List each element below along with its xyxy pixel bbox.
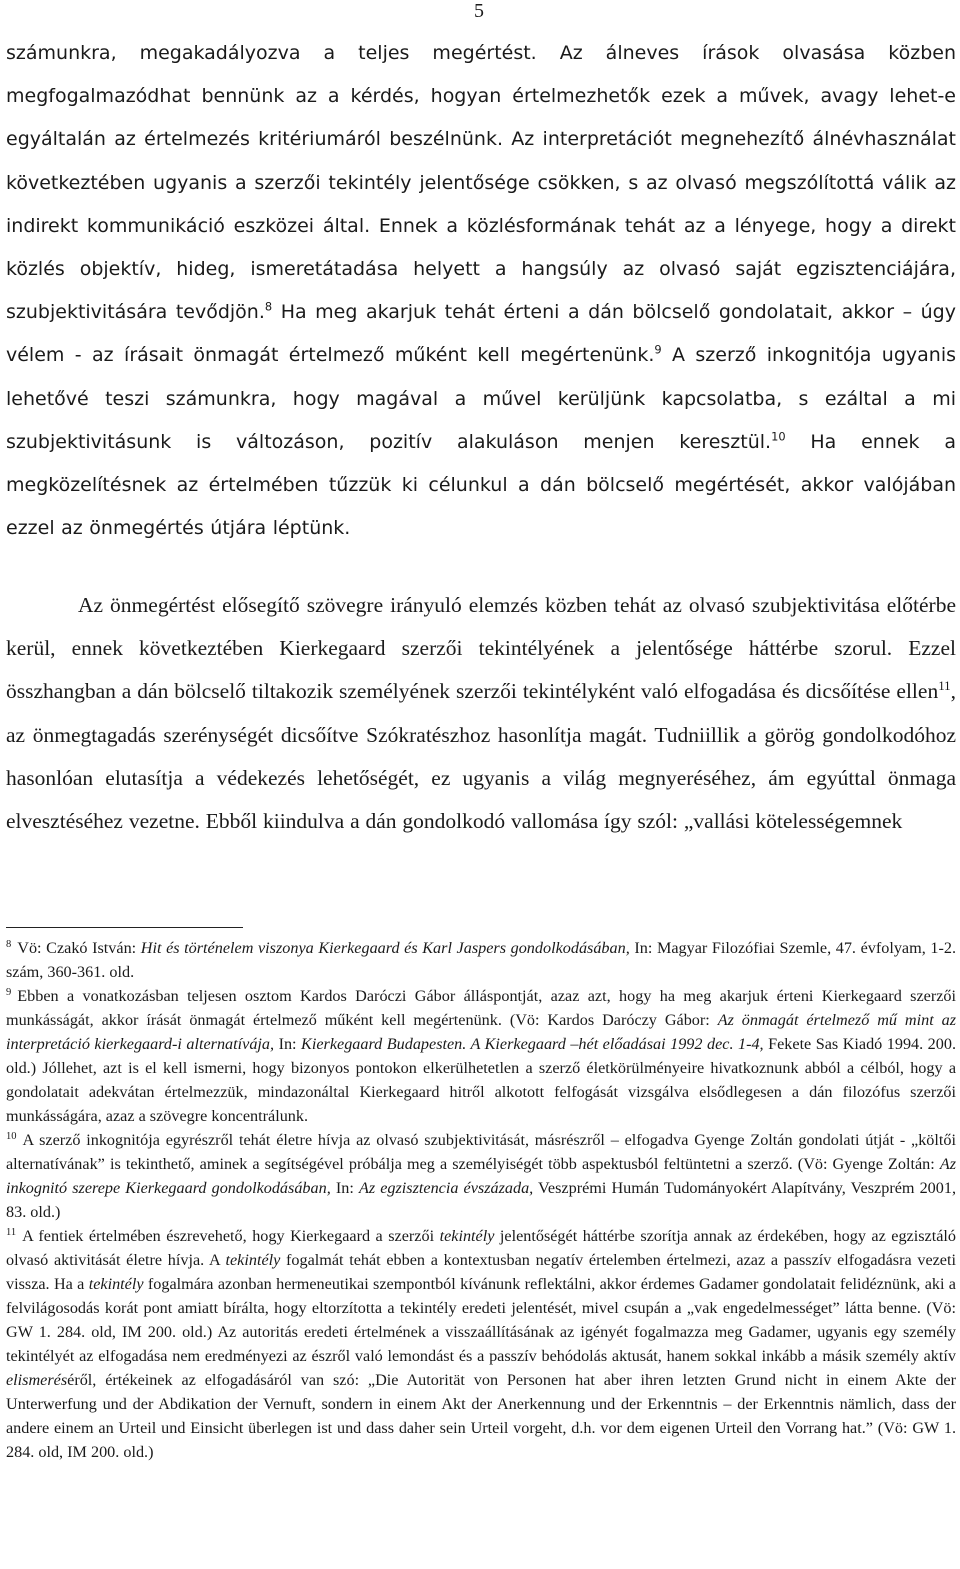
footnote-number: 11 — [6, 1226, 17, 1238]
footnote-title: Hit és történelem viszonya Kierkegaard és Karl Jaspers gondolkodásában, — [140, 939, 630, 957]
footnote-title: Az önmagát értelmező mű mint az interpretáció kierkegaard-i alternatívája, — [6, 1011, 956, 1053]
page-number: 5 — [474, 0, 484, 22]
footnote-text: In: Magyar Filozófiai Szemle, 47. évfolyam, 1-2. szám, 360-361. old. — [6, 939, 956, 981]
footnote-8 — [6, 936, 956, 984]
footnotes — [6, 936, 956, 1464]
paragraph-1 — [6, 32, 956, 550]
footnote-text: Veszprémi Humán Tudományokért Alapítvány, Veszprém 2001, 83. old.) — [6, 1179, 956, 1221]
footnote-separator — [6, 927, 243, 928]
footnote-ref-9[interactable]: 9 — [654, 343, 662, 358]
footnote-text: fogalmára azonban hermeneutikai szempontból kívánunk reflektálni, akkor érdemes Gadamer gondolatait felidéznünk, aki a felvilágosodás korát pont amiatt bírálta, hogy eltorzította a tekintély eredeti jelentését, mivel csupán a „vak engedelmességet” látta benne. (Vö: GW 1. 284. old, IM 200. old.) Az autoritás eredeti értelmének a visszaállításának az igényét fogalmazza meg Gadamer, ugyanis egy személy tekintélyét az elfogadása nem eredményezi az észről való lemondást és a passzív behódolás aktusát, hanem sokkal inkább a másik személy aktív — [6, 1275, 956, 1365]
footnote-text: In: — [330, 1179, 359, 1197]
footnote-ref-11[interactable]: 11 — [938, 679, 951, 694]
footnote-emphasis: elismerés — [6, 1371, 68, 1389]
footnote-text: fogalmát tehát ebben a kontextusban negatív értelemben értelmezi, azaz a passzív elfogadásra vezeti vissza. Ha a — [6, 1251, 956, 1293]
paragraph-text: A szerző inkognitója ugyanis lehetővé teszi számunkra, hogy magával a művel kerüljünk kapcsolatba, s ezáltal a mi szubjektivitásunk is változáson, pozitív alakuláson menjen keresztül. — [6, 344, 956, 453]
footnote-9 — [6, 984, 956, 1128]
footnote-title: Az inkognitó szerepe Kierkegaard gondolkodásában, — [6, 1155, 956, 1197]
footnote-number: 9 — [6, 986, 12, 998]
footnote-text: jelentőségét háttérbe szorítja annak az érdekében, hogy az egzisztáló olvasó aktivitását életre hívja. A — [6, 1227, 956, 1269]
footnote-number: 8 — [6, 938, 12, 950]
footnote-text: Ebben a vonatkozásban teljesen osztom Kardos Daróczi Gábor álláspontját, azaz azt, hogy ha meg akarjuk érteni Kierkegaard szerzői munkásságát, akkor írását önmagát értelmező műként kell megértenünk. (Vö: Kardos Daróczy Gábor: — [6, 987, 956, 1029]
footnote-emphasis: tekintély — [225, 1251, 281, 1269]
paragraph-text: Ha ennek a megközelítésnek az értelmében tűzzük ki célunkul a dán bölcselő megértését, akkor valójában ezzel az önmegértés útjára léptünk. — [6, 430, 956, 540]
footnote-text: éről, értékeinek az elfogadásáról van szó: „Die Autorität von Personen hat aber ihren letzten Grund nicht in einem Akte der Unterwerfung und der Abdikation der Vernuft, sondern in einem Akt der Anerkennung und der Erkenntnis – der Erkenntnis nämlich, dass der andere einem an Urteil und Einsicht überlegen ist und dass daher sein Urteil vorgeht, d.h. vor dem eigenen Urteil den Vorrang hat.” (Vö: GW 1. 284. old, IM 200. old.) — [6, 1371, 956, 1461]
paragraph-text: , az önmegtagadás szerénységét dicsőítve Szókratészhoz hasonlítja magát. Tudniillik a görög gondolkodóhoz hasonlóan elutasítja a védekezés lehetőségét, ez ugyanis a világ megnyeréséhez, ám egyúttal önmaga elvesztéséhez vezetne. Ebből kiindulva a dán gondolkodó vallomása így szól: „vallási kötelességemnek — [6, 679, 956, 834]
footnote-ref-10[interactable]: 10 — [771, 429, 786, 444]
footnote-emphasis: tekintély — [439, 1227, 495, 1245]
footnote-text: In: — [274, 1035, 302, 1053]
footnote-11 — [6, 1224, 956, 1464]
paragraph-text: Ha meg akarjuk tehát érteni a dán bölcselő gondolatait, akkor – úgy vélem - az írásait önmagát értelmező műként kell megértenünk. — [6, 301, 956, 367]
paragraph-2 — [6, 584, 956, 843]
footnote-ref-8[interactable]: 8 — [264, 299, 273, 314]
paragraph-text: Az önmegértést elősegítő szövegre irányuló elemzés közben tehát az olvasó szubjektivitása előtérbe kerül, ennek következtében Kierkegaard szerzői tekintélyének a jelentősége háttérbe szorul. Ezzel összhangban a dán bölcselő tiltakozik személyének szerzői tekintélyként való elfogadása és dicsőítése ellen — [6, 593, 956, 704]
footnote-emphasis: tekintély — [88, 1275, 144, 1293]
paragraph-text: számunkra, megakadályozva a teljes megértést. Az álneves írások olvasása közben megfogalmazódhat bennünk az a kérdés, hogyan értelmezhetők ezek a művek, avagy lehet-e egyáltalán az értelmezés kritériumáról beszélnünk. Az interpretációt megnehezítő álnévhasználat következtében ugyanis a szerzői tekintély jelentősége csökken, s az olvasó megszólítottá válik az indirekt kommunikáció eszközei által. Ennek a közlésformának tehát az a lényege, hogy a direkt közlés objektív, hideg, ismeretátadása helyett a hangsúly az olvasó saját egzisztenciájára, szubjektivitására tevődjön. — [6, 42, 956, 324]
footnote-number: 10 — [6, 1130, 17, 1142]
footnote-title: Kierkegaard Budapesten. A Kierkegaard –hét előadásai 1992 dec. 1-4, — [301, 1035, 764, 1053]
footnote-text: A fentiek értelmében észrevehető, hogy Kierkegaard a szerzői — [22, 1227, 440, 1245]
footnote-title: Az egzisztencia évszázada, — [358, 1179, 534, 1197]
footnote-text: Vö: Czakó István: — [17, 939, 141, 957]
footnote-text: Fekete Sas Kiadó 1994. 200. old.) Jóllehet, azt is el kell ismerni, hogy bizonyos pontokon elkerülhetetlen a szerző életkörülményeire hivatkoznunk abból a célból, hogy a gondolatait adekvátan értelmezzük, mindazonáltal Kierkegaard hitről alkotott felfogását vizsgálva elsődlegesen a dán filozófus szerzői munkásságára, azaz a szövegre koncentrálunk. — [6, 1035, 956, 1125]
footnote-text: A szerző inkognitója egyrészről tehát életre hívja az olvasó szubjektivitását, másrészről – elfogadva Gyenge Zoltán gondolati útját - „költői alternatívának” is tekinthető, aminek a segítségével próbálja meg a személyiségét több aspektusból feltüntetni a szerző. (Vö: Gyenge Zoltán: — [6, 1131, 956, 1173]
footnote-10 — [6, 1128, 956, 1224]
